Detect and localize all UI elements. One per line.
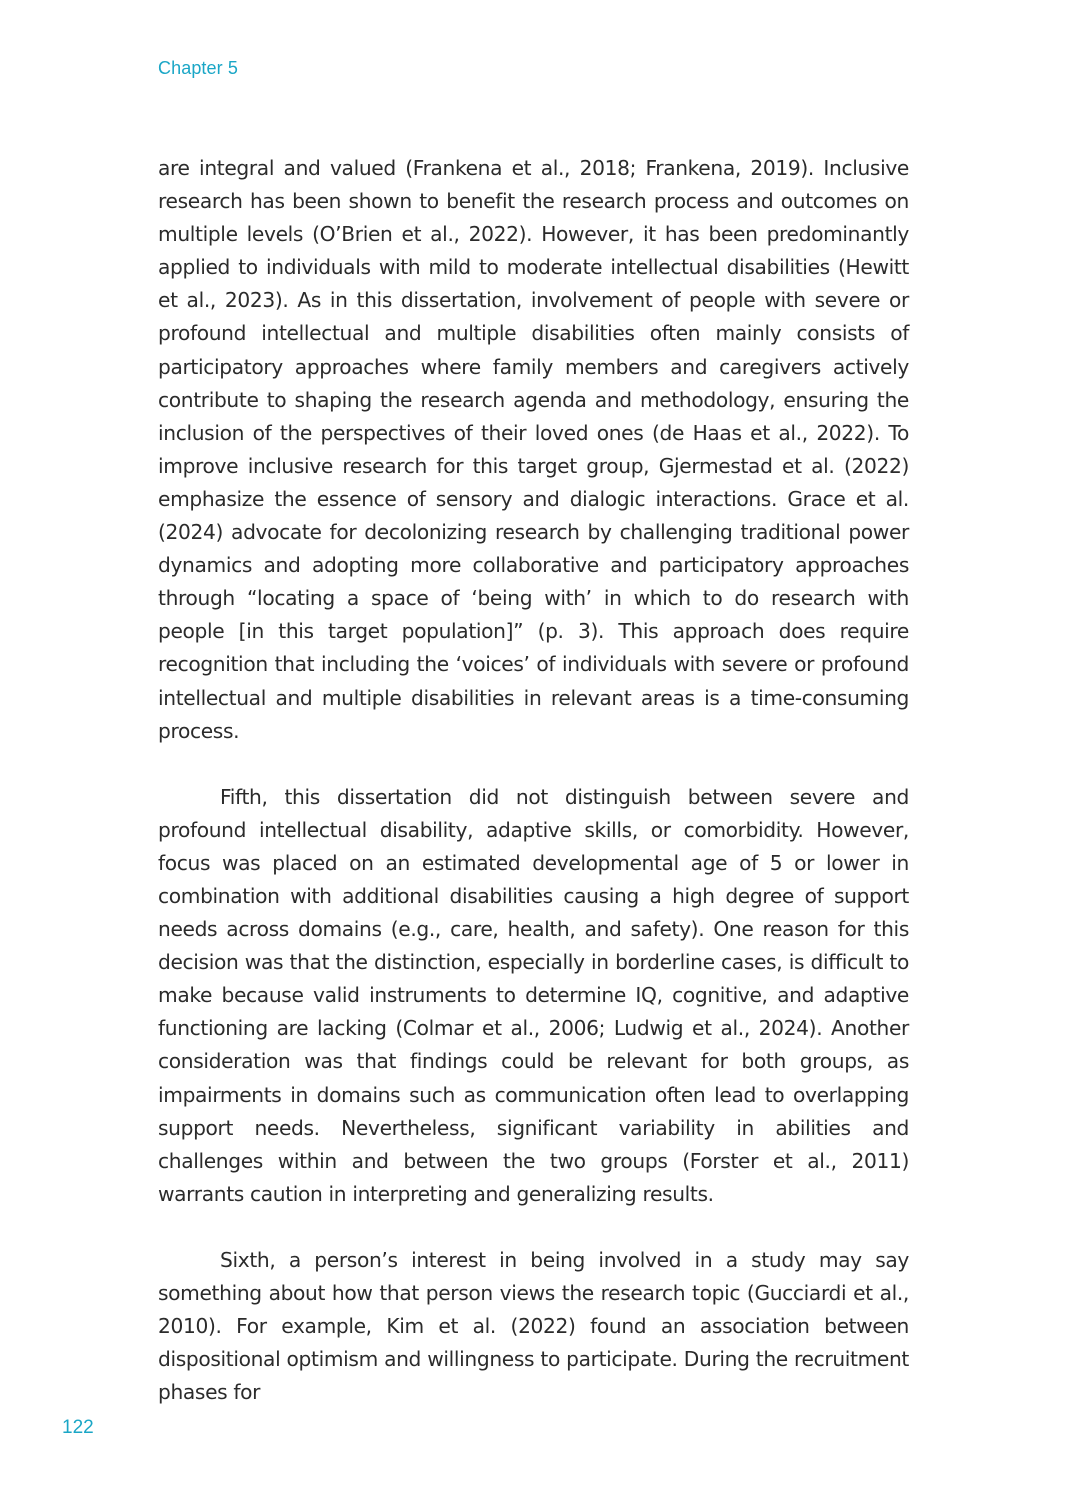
page-number: 122 <box>62 1417 94 1438</box>
running-head: Chapter 5 <box>158 58 238 78</box>
paragraph-sixth-limitation: Sixth, a person’s interest in being involved in a study may say something about how that person views the research topic (Gucciardi et al., 2010). For example, Kim et al. (2022) found an association between dispositional optimism and willingness to participate. During the recruitment phases for <box>158 1247 909 1405</box>
body-text <box>158 152 909 1409</box>
paragraph-fifth-limitation: Fifth, this dissertation did not distinguish between severe and profound intellectual disability, adaptive skills, or comorbidity. However, focus was placed on an estimated developmental age of 5 or lower in combination with additional disabilities causing a high degree of support needs across domains (e.g., care, health, and safety). One reason for this decision was that the distinction, especially in borderline cases, is difficult to make because valid instruments to determine IQ, cognitive, and adaptive functioning are lacking (Colmar et al., 2006; Ludwig et al., 2024). Another consideration was that findings could be relevant for both groups, as impairments in domains such as communication often lead to overlapping support needs. Nevertheless, significant variability in abilities and challenges within and between the two groups (Forster et al., 2011) warrants caution in interpreting and generalizing results. <box>158 784 909 1206</box>
paragraph-continuation: are integral and valued (Frankena et al., 2018; Frankena, 2019). Inclusive research has been shown to benefit the research process and outcomes on multiple levels (O’Brien et al., 2022). However, it has been predominantly applied to individuals with mild to moderate intellectual disabilities (Hewitt et al., 2023). As in this dissertation, involvement of people with severe or profound intellectual and multiple disabilities often mainly consists of participatory approaches where family members and caregivers actively contribute to shaping the research agenda and methodology, ensuring the inclusion of the perspectives of their loved ones (de Haas et al., 2022). To improve inclusive research for this target group, Gjermestad et al. (2022) emphasize the essence of sensory and dialogic interactions. Grace et al. (2024) advocate for decolonizing research by challenging traditional power dynamics and adopting more collaborative and participatory approaches through “locating a space of ‘being with’ in which to do research with people [in this target population]” (p. 3). This approach does require recognition that including the ‘voices’ of individuals with severe or profound intellectual and multiple disabilities in relevant areas is a time-consuming process. <box>158 156 909 743</box>
